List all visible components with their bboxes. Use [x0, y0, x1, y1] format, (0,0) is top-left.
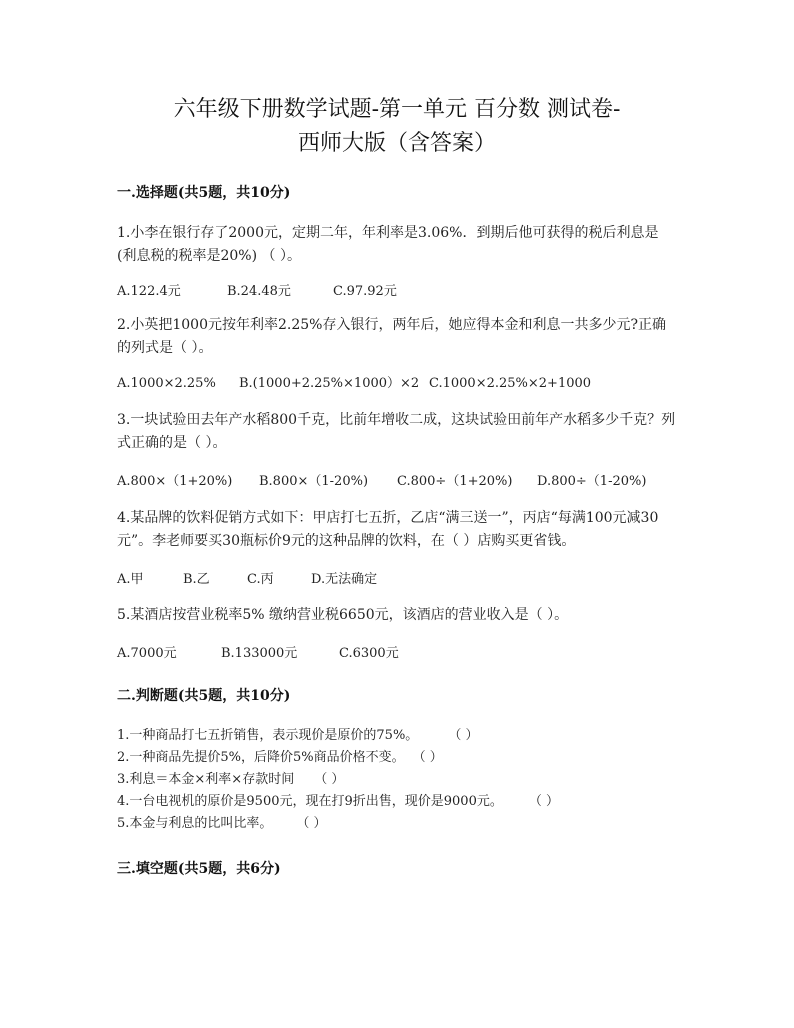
choice-options-3 [117, 472, 646, 492]
judge-question-1 [117, 725, 478, 747]
option-b: B.133000元 [221, 646, 298, 661]
judge-question-text: 3.利息＝本金×利率×存款时间 [117, 772, 295, 787]
option-a: A.7000元 [117, 646, 177, 661]
option-c: C.丙 [247, 572, 274, 587]
judge-question-text: 4.一台电视机的原价是9500元，现在打9折出售，现价是9000元。 [117, 794, 503, 809]
judge-question-2 [117, 747, 443, 769]
judge-question-text: 1.一种商品打七五折销售，表示现价是原价的75%。 [117, 728, 419, 743]
answer-paren: （ ） [296, 816, 327, 831]
option-b: B.800×（1-20%) [259, 474, 369, 489]
choice-question-1: 1.小李在银行存了2000元，定期二年，年利率是3.06%．到期后他可获得的税后利息是(利息税的税率是20%) （ ）。 [117, 225, 659, 264]
choice-question-3: 3.一块试验田去年产水稻800千克，比前年增收二成，这块试验田前年产水稻多少千克？列式正确的是（ ）。 [117, 412, 676, 451]
option-a: A.122.4元 [117, 284, 181, 299]
option-b: B.(1000+2.25%×1000）×2 [239, 376, 420, 391]
section-heading-judge: 二.判断题(共5题，共10分) [117, 688, 291, 704]
answer-paren: （ ） [314, 772, 345, 787]
option-c: C.800÷（1+20%) [397, 474, 513, 489]
judge-question-text: 5.本金与利息的比叫比率。 [117, 816, 273, 831]
section-heading-fill: 三.填空题(共5题，共6分) [117, 861, 281, 877]
answer-paren: （ ） [412, 750, 443, 765]
document-title-line-1: 六年级下册数学试题-第一单元 百分数 测试卷- [173, 97, 621, 122]
document-title-line-2: 西师大版（含答案） [297, 131, 496, 156]
judge-question-text: 2.一种商品先提价5%，后降价5%商品价格不变。 [117, 750, 405, 765]
option-a: A.1000×2.25% [117, 376, 216, 391]
judge-question-4 [117, 791, 559, 813]
answer-paren: （ ） [448, 728, 479, 743]
option-c: C.6300元 [339, 646, 399, 661]
judge-question-5 [117, 813, 327, 835]
choice-options-2 [117, 374, 591, 394]
choice-options-5 [117, 644, 399, 664]
section-heading-choice: 一.选择题(共5题，共10分) [117, 185, 291, 201]
judge-question-3 [117, 769, 344, 791]
option-b: B.24.48元 [227, 284, 291, 299]
option-c: C.1000×2.25%×2+1000 [429, 376, 592, 391]
option-a: A.甲 [117, 572, 144, 587]
choice-options-1 [117, 282, 397, 302]
option-d: D.800÷（1-20%) [537, 474, 647, 489]
choice-options-4 [117, 570, 377, 590]
choice-question-5: 5.某酒店按营业税率5% 缴纳营业税6650元，该酒店的营业收入是（ ）。 [117, 607, 569, 623]
option-d: D.无法确定 [311, 572, 378, 587]
option-c: C.97.92元 [333, 284, 397, 299]
option-a: A.800×（1+20%) [117, 474, 233, 489]
choice-question-4: 4.某品牌的饮料促销方式如下：甲店打七五折，乙店“满三送一”，丙店“每满100元减30元”。李老师要买30瓶标价9元的这种品牌的饮料，在（ ）店购买更省钱。 [117, 510, 659, 549]
choice-question-2: 2.小英把1000元按年利率2.25%存入银行，两年后，她应得本金和利息一共多少元?正确的列式是（ ）。 [117, 317, 666, 356]
answer-paren: （ ） [528, 794, 559, 809]
option-b: B.乙 [183, 572, 210, 587]
